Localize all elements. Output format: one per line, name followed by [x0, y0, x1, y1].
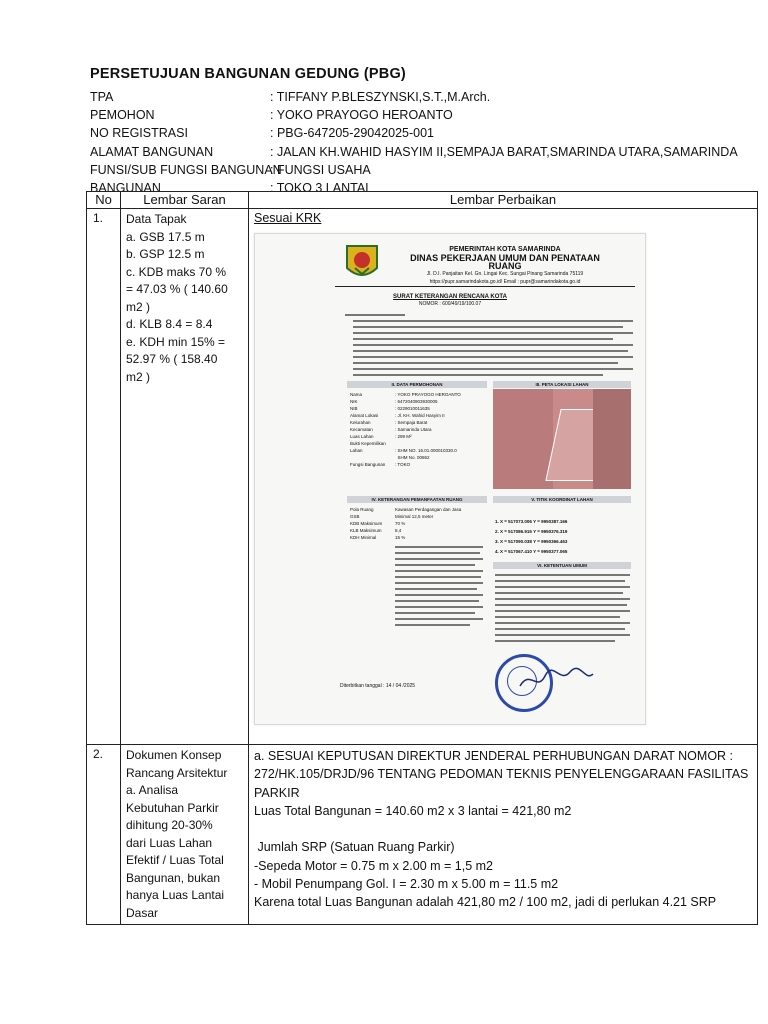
text-line	[395, 558, 483, 560]
saran-line: = 47.03 % ( 140.60	[126, 282, 228, 296]
meta-row-registrasi	[90, 124, 738, 142]
text-line	[395, 570, 483, 572]
krk-judul: SURAT KETERANGAN RENCANA KOTA	[393, 294, 507, 300]
krk-pemanfaatan-row: KLB Maksimum 8,4	[350, 528, 402, 533]
perbaikan-title: Sesuai KRK	[254, 211, 322, 225]
text-line	[353, 350, 628, 352]
meta-value: : JALAN KH.WAHID HASYIM II,SEMPAJA BARAT,SMARINDA UTARA,SAMARINDA	[270, 144, 738, 159]
saran-line: Kebutuhan Parkir	[126, 800, 219, 815]
saran-line: 52.97 % ( 158.40	[126, 352, 218, 366]
text-line	[353, 344, 633, 346]
krk-permohonan-row: Kelurahan : Sempaja Barat	[350, 420, 428, 425]
krk-header-rule	[335, 286, 635, 287]
text-line	[395, 588, 477, 590]
text-line	[395, 600, 479, 602]
review-table	[86, 191, 758, 925]
meta-value: : FUNGSI USAHA	[270, 162, 371, 177]
saran-line: hanya Luas Lantai	[126, 888, 225, 902]
krk-diterbitkan: Diterbitkan tanggal : 14 / 04 /2025	[340, 683, 416, 689]
text-line	[395, 594, 483, 596]
text-line	[495, 580, 625, 582]
krk-permohonan-row: Fungsi Bangunan : TOKO	[350, 462, 411, 467]
table-row	[87, 745, 758, 925]
text-line	[353, 332, 633, 334]
text-line	[395, 612, 475, 614]
perbaikan-line: - Mobil Penumpang Gol. I = 2.30 m x 5.00 m = 11.5 m2	[254, 877, 559, 892]
text-line	[495, 604, 627, 606]
text-line	[353, 320, 633, 322]
perbaikan-cell	[249, 209, 758, 745]
krk-permohonan-row: Nama : YOKO PRAYOGO HEROANTO	[350, 392, 461, 397]
row-number: 1.	[87, 209, 121, 745]
krk-header	[395, 246, 615, 286]
text-line	[395, 606, 483, 608]
text-line	[495, 640, 615, 642]
meta-value: : TOKO 3 LANTAI	[270, 180, 369, 195]
perbaikan-line: Jumlah SRP (Satuan Ruang Parkir)	[254, 840, 455, 855]
text-line	[395, 618, 483, 620]
saran-line: dari Luas Lahan	[126, 835, 213, 850]
signature-icon	[515, 664, 595, 694]
table-row	[87, 209, 758, 745]
krk-permohonan-row: SHM No. 00862	[397, 455, 430, 460]
krk-koordinat-list	[495, 517, 567, 557]
text-line	[495, 622, 630, 624]
row-number: 2.	[87, 745, 121, 925]
text-line	[353, 326, 623, 328]
saran-line: a. Analisa	[126, 783, 179, 797]
text-line	[495, 574, 630, 576]
text-line	[495, 592, 623, 594]
krk-section-pemanfaatan: IV. KETERANGAN PEMANFAATAN RUANG	[347, 496, 487, 503]
saran-line: Dasar	[126, 905, 159, 920]
krk-section-permohonan: II. DATA PERMOHONAN	[347, 381, 487, 388]
text-line	[345, 314, 405, 316]
krk-koordinat-row: 4. X = 517067.410 Y = 9950377.065	[495, 549, 568, 554]
meta-block	[90, 88, 738, 197]
krk-section-peta: III. PETA LOKASI LAHAN	[493, 381, 631, 388]
krk-scan	[254, 233, 646, 725]
text-line	[495, 610, 630, 612]
meta-row-alamat	[90, 143, 738, 161]
krk-permohonan-row: Alamat Lokasi : Jl. KH. Wahid Hasyim II	[350, 413, 445, 418]
text-line	[395, 546, 483, 548]
text-line	[495, 586, 630, 588]
text-line	[353, 356, 633, 358]
krk-koordinat-row: 3. X = 517090.038 Y = 9950366.463	[495, 539, 568, 544]
perbaikan-line: a. SESUAI KEPUTUSAN DIREKTUR JENDERAL PERHUBUNGAN DARAT NOMOR :	[254, 749, 734, 763]
meta-key: TPA	[90, 90, 114, 104]
text-line	[353, 368, 633, 370]
text-line	[495, 628, 625, 630]
meta-row-tpa	[90, 88, 738, 106]
text-line	[353, 338, 613, 340]
meta-row-fungsi	[90, 161, 738, 179]
text-line	[395, 552, 480, 554]
header-lembar-saran: Lembar Saran	[121, 192, 249, 209]
saran-line: c. KDB maks 70 %	[126, 264, 227, 279]
meta-value: : TIFFANY P.BLESZYNSKI,S.T.,M.Arch.	[270, 90, 491, 104]
krk-koordinat-row: 1. X = 517073.006 Y = 9950387.166	[495, 519, 568, 524]
krk-pemerintah: PEMERINTAH KOTA SAMARINDA	[449, 246, 561, 253]
saran-line: Efektif / Luas Total	[126, 853, 224, 867]
krk-permohonan-row: NIB : 0229010011635	[350, 406, 430, 411]
krk-koordinat-row: 2. X = 517086.915 Y = 9950376.319	[495, 529, 568, 534]
saran-cell	[121, 209, 249, 745]
text-line	[353, 362, 618, 364]
krk-permohonan-row: Bukti Kepemilikan Lahan : SHM NO. 16.01.000010330.0	[350, 441, 457, 453]
saran-line: Data Tapak	[126, 212, 187, 226]
saran-line: Bangunan, bukan	[126, 870, 221, 885]
saran-line: e. KDH min 15% =	[126, 334, 226, 349]
header-no: No	[87, 192, 121, 209]
text-line	[495, 616, 620, 618]
krk-nomor: NOMOR : 600/49/19/100.07	[418, 301, 482, 307]
krk-pemanfaatan-row: KDB Maksimum 70 %	[350, 521, 406, 526]
perbaikan-line: Luas Total Bangunan = 140.60 m2 x 3 lantai = 421,80 m2	[254, 803, 572, 818]
text-line	[495, 634, 630, 636]
document-title: PERSETUJUAN BANGUNAN GEDUNG (PBG)	[90, 66, 406, 82]
text-line	[495, 598, 630, 600]
saran-line: m2 )	[126, 299, 150, 314]
krk-alamat: Jl. D.I. Panjaitan Kel. Gn. Lingai Kec. Sungai Pinang Samarinda 75119	[426, 271, 584, 277]
krk-permohonan-row: Kecamatan : Samarinda Utara	[350, 427, 432, 432]
krk-section-koordinat: V. TITIK KOORDINAT LAHAN	[493, 496, 631, 503]
krk-permohonan-row: Luas Lahan : 299 M²	[350, 434, 412, 439]
text-line	[395, 576, 481, 578]
krk-permohonan-table	[350, 391, 461, 468]
saran-line: m2 )	[126, 369, 150, 384]
saran-line: Dokumen Konsep	[126, 748, 222, 762]
meta-key: PEMOHON	[90, 108, 155, 123]
table-header-row	[87, 192, 758, 209]
krk-pemanfaatan-row: Pola Ruang Kawasan Perdagangan dan Jasa	[350, 507, 462, 512]
samarinda-seal-icon	[345, 244, 379, 282]
meta-key: NO REGISTRASI	[90, 126, 188, 141]
krk-dinas: DINAS PEKERJAAN UMUM DAN PENATAAN RUANG	[410, 253, 600, 271]
krk-pemanfaatan-row: GSB Minimal 12,5 meter	[350, 514, 434, 519]
perbaikan-line: Karena total Luas Bangunan adalah 421,80 m2 / 100 m2, jadi di perlukan 4.21 SRP	[254, 895, 717, 910]
meta-value: : PBG-647205-29042025-001	[270, 126, 435, 141]
meta-key: BANGUNAN	[90, 180, 161, 195]
krk-section-ketentuan: VI. KETENTUAN UMUM	[493, 562, 631, 569]
krk-location-map	[493, 389, 631, 489]
saran-cell	[121, 745, 249, 925]
text-line	[353, 374, 603, 376]
text-line	[395, 624, 470, 626]
saran-line: a. GSB 17.5 m	[126, 229, 205, 244]
meta-value: : YOKO PRAYOGO HEROANTO	[270, 108, 453, 123]
krk-permohonan-row: NIK : 6472040903930005	[350, 399, 438, 404]
meta-key: FUNSI/SUB FUNGSI BANGUNAN	[90, 162, 282, 177]
saran-line: b. GSP 12.5 m	[126, 247, 205, 261]
meta-key: ALAMAT BANGUNAN	[90, 144, 214, 159]
krk-pemanfaatan-table	[350, 506, 461, 541]
perbaikan-line: -Sepeda Motor = 0.75 m x 2.00 m = 1,5 m2	[254, 858, 494, 873]
meta-row-pemohon	[90, 106, 738, 124]
saran-line: dihitung 20-30%	[126, 818, 213, 832]
krk-web: https://pupr.samarindakota.go.id/ Email : pupr@samarindakota.go.id	[429, 279, 581, 285]
perbaikan-cell	[249, 745, 758, 925]
header-lembar-perbaikan: Lembar Perbaikan	[249, 192, 758, 209]
perbaikan-line: 272/HK.105/DRJD/96 TENTANG PEDOMAN TEKNIS PENYELENGGARAAN FASILITAS	[254, 767, 749, 782]
saran-line: d. KLB 8.4 = 8.4	[126, 317, 213, 331]
perbaikan-line: PARKIR	[254, 785, 300, 800]
saran-line: Rancang Arsitektur	[126, 765, 228, 780]
perbaikan-line	[254, 820, 753, 838]
text-line	[395, 582, 483, 584]
text-line	[395, 564, 475, 566]
krk-pemanfaatan-row: KDH Minimal 15 %	[350, 535, 406, 540]
